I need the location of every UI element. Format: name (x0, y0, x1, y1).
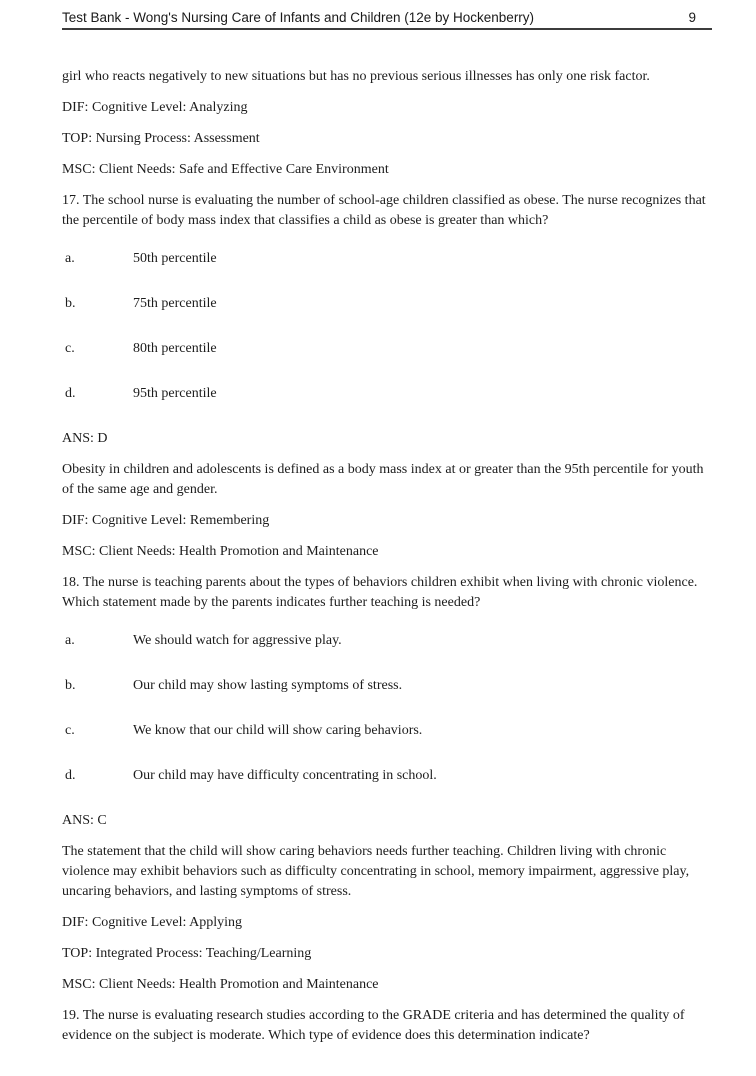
option-letter: d. (65, 768, 76, 783)
meta-msc-line: MSC: Client Needs: Health Promotion and Maintenance (62, 977, 379, 992)
option-row (62, 384, 712, 404)
option-row (62, 294, 712, 314)
option-row (62, 676, 712, 696)
option-text: We know that our child will show caring behaviors. (133, 723, 423, 738)
option-text: 80th percentile (133, 341, 217, 356)
option-row (62, 721, 712, 741)
option-text: Our child may have difficulty concentrating in school. (133, 768, 437, 783)
option-row (62, 631, 712, 651)
question-17-rationale: Obesity in children and adolescents is defined as a body mass index at or greater than the 95th percentile for youth of the same age and gender. (62, 462, 704, 497)
option-letter: c. (65, 341, 75, 356)
option-text: 95th percentile (133, 386, 217, 401)
page-header (62, 10, 712, 30)
question-18-rationale: The statement that the child will show caring behaviors needs further teaching. Children living with chronic violence may exhibit behaviors such as difficulty concentrating in school, memory impairment, aggressive play, uncaring behaviors, and lasting symptoms of stress. (62, 844, 690, 899)
option-text: 75th percentile (133, 296, 217, 311)
meta-msc-line: MSC: Client Needs: Health Promotion and Maintenance (62, 544, 379, 559)
option-letter: b. (65, 678, 76, 693)
intro-fragment-paragraph: girl who reacts negatively to new situations but has no previous serious illnesses has only one risk factor. (62, 69, 650, 84)
meta-dif-line: DIF: Cognitive Level: Applying (62, 915, 243, 930)
meta-msc-line: MSC: Client Needs: Safe and Effective Care Environment (62, 162, 389, 177)
meta-dif-line: DIF: Cognitive Level: Remembering (62, 513, 270, 528)
meta-top-line: TOP: Integrated Process: Teaching/Learning (62, 946, 312, 961)
option-row (62, 766, 712, 786)
option-row (62, 249, 712, 269)
option-text: 50th percentile (133, 251, 217, 266)
header-title: Test Bank - Wong's Nursing Care of Infants and Children (12e by Hockenberry) (62, 10, 535, 25)
option-letter: b. (65, 296, 76, 311)
meta-dif-line: DIF: Cognitive Level: Analyzing (62, 100, 248, 115)
option-text: Our child may show lasting symptoms of stress. (133, 678, 403, 693)
question-17-text: 17. The school nurse is evaluating the number of school-age children classified as obese. The nurse recognizes that the percentile of body mass index that classifies a child as obese is greater than which? (62, 193, 706, 228)
question-18-text: 18. The nurse is teaching parents about the types of behaviors children exhibit when living with chronic violence. Which statement made by the parents indicates further teaching is needed? (62, 575, 698, 610)
question-17-answer: ANS: D (62, 431, 108, 446)
question-19-text: 19. The nurse is evaluating research studies according to the GRADE criteria and has determined the quality of evidence on the subject is moderate. Which type of evidence does this determination indicate? (62, 1008, 685, 1043)
option-text: We should watch for aggressive play. (133, 633, 342, 648)
page-content (62, 67, 712, 1046)
question-18-options (62, 631, 712, 786)
meta-top-line: TOP: Nursing Process: Assessment (62, 131, 260, 146)
option-letter: c. (65, 723, 75, 738)
option-row (62, 339, 712, 359)
question-17-options (62, 249, 712, 404)
option-letter: d. (65, 386, 76, 401)
page-number: 9 (688, 10, 696, 25)
option-letter: a. (65, 251, 75, 266)
option-letter: a. (65, 633, 75, 648)
question-18-answer: ANS: C (62, 813, 107, 828)
